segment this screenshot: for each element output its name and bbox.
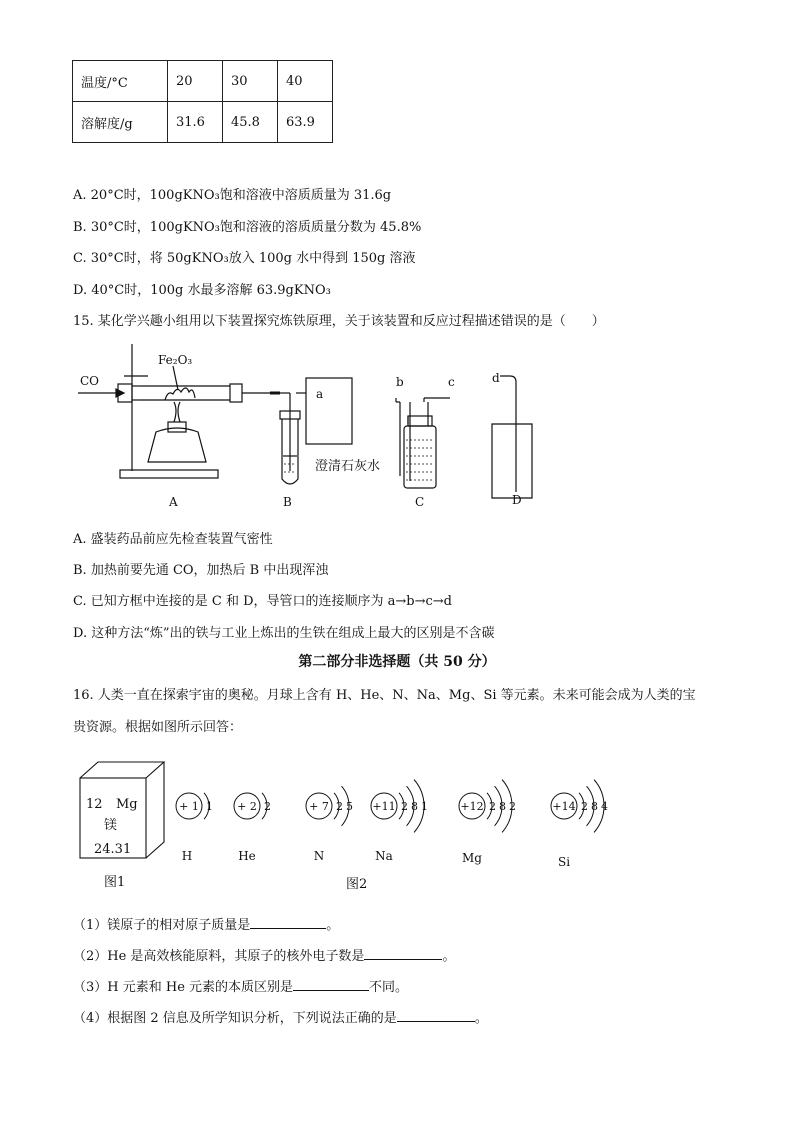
table-cell: 63.9	[278, 102, 333, 143]
atom-name: N	[313, 849, 325, 863]
q15-option-d: D. 这种方法“炼”出的铁与工业上炼出的生铁在组成上最大的区别是不含碳	[73, 626, 495, 641]
q14-option-c: C. 30°C时，将 50gKNO₃放入 100g 水中得到 150g 溶液	[73, 251, 416, 266]
answer-blank[interactable]	[293, 978, 369, 991]
port-d-label: d	[492, 371, 500, 385]
shell-electron-count: 2	[264, 800, 271, 813]
table-row	[73, 102, 333, 143]
q15-option-c: C. 已知方框中连接的是 C 和 D，导管口的连接顺序为 a→b→c→d	[73, 594, 452, 609]
nucleus-charge: + 7	[309, 800, 329, 813]
element-number: 12	[86, 797, 103, 812]
shell-electron-count: 2	[336, 800, 343, 813]
q16-sub1	[73, 914, 339, 933]
ironmaking-apparatus-figure	[70, 336, 570, 516]
nucleus-charge: +11	[372, 800, 396, 813]
q14-option-a: A. 20°C时，100gKNO₃饱和溶液中溶质质量为 31.6g	[73, 188, 392, 203]
q16-sub4-end: 。	[474, 1011, 488, 1026]
q14-option-b: B. 30°C时，100gKNO₃饱和溶液的溶质质量分数为 45.8%	[73, 220, 422, 235]
shell-electron-count: 2	[581, 800, 588, 813]
q16-stem-line-2: 贵资源。根据如图所示回答：	[73, 720, 243, 735]
table-cell: 20	[168, 61, 223, 102]
fe2o3-label: Fe₂O₃	[158, 353, 193, 367]
atom-diagram	[459, 780, 516, 865]
figure-2-label: 图2	[346, 877, 368, 892]
apparatus-a-label: A	[169, 495, 178, 509]
nucleus-charge: +12	[460, 800, 484, 813]
atom-diagram	[234, 793, 271, 863]
table-cell: 40	[278, 61, 333, 102]
table-row	[73, 61, 333, 102]
atom-diagrams	[176, 780, 608, 869]
figure-1-label: 图1	[104, 875, 126, 890]
table-cell: 30	[223, 61, 278, 102]
shell-electron-count: 2	[401, 800, 408, 813]
shell-electron-count: 2	[489, 800, 496, 813]
q16-sub2-end: 。	[442, 949, 456, 964]
atom-name: Na	[375, 849, 393, 863]
atom-name: Si	[557, 855, 571, 869]
atom-name: Mg	[462, 851, 482, 865]
q16-sub1-end: 。	[326, 918, 340, 933]
q16-sub2-text: （2）He 是高效核能原料，其原子的核外电子数是	[73, 949, 365, 964]
atom-name: H	[181, 849, 193, 863]
port-a-label: a	[316, 387, 324, 401]
shell-electron-count: 8	[411, 800, 418, 813]
q16-stem-line-1: 16. 人类一直在探索宇宙的奥秘。月球上含有 H、He、N、Na、Mg、Si 等元素。未来可能会成为人类的宝	[73, 688, 696, 703]
q16-sub3	[73, 976, 408, 995]
atom-diagram	[551, 780, 608, 869]
table-cell: 温度/°C	[73, 61, 168, 102]
q16-sub3-text: （3）H 元素和 He 元素的本质区别是	[73, 980, 294, 995]
table-cell: 45.8	[223, 102, 278, 143]
port-b-label: b	[396, 375, 404, 389]
table-cell: 31.6	[168, 102, 223, 143]
nucleus-charge: + 2	[237, 800, 257, 813]
nucleus-charge: +14	[552, 800, 576, 813]
nucleus-charge: + 1	[179, 800, 199, 813]
port-c-label: c	[448, 375, 455, 389]
co-label: CO	[80, 374, 100, 388]
solubility-table	[72, 60, 333, 143]
shell-electron-count: 8	[591, 800, 598, 813]
answer-blank[interactable]	[397, 1009, 475, 1022]
q16-sub1-text: （1）镁原子的相对原子质量是	[73, 918, 251, 933]
shell-electron-count: 1	[206, 800, 213, 813]
q14-option-d: D. 40°C时，100g 水最多溶解 63.9gKNO₃	[73, 283, 331, 298]
shell-electron-count: 1	[421, 800, 428, 813]
q16-sub4	[73, 1007, 488, 1026]
apparatus-d-label: D	[512, 493, 522, 507]
shell-electron-count: 5	[346, 800, 353, 813]
atom-name: He	[238, 849, 256, 863]
shell-electron-count: 2	[509, 800, 516, 813]
answer-blank[interactable]	[250, 916, 326, 929]
answer-blank[interactable]	[364, 947, 442, 960]
q16-sub3-end: 不同。	[369, 980, 409, 995]
apparatus-c-label: C	[415, 495, 425, 509]
q15-stem: 15. 某化学兴趣小组用以下装置探究炼铁原理，关于该装置和反应过程描述错误的是（ ）	[73, 314, 605, 329]
atom-structure-figure	[76, 754, 636, 898]
atom-diagram	[371, 780, 428, 863]
element-symbol: Mg	[116, 797, 138, 812]
limewater-label: 澄清石灰水	[315, 459, 381, 474]
shell-electron-count: 4	[601, 800, 608, 813]
shell-electron-count: 8	[499, 800, 506, 813]
section-title: 第二部分非选择题（共 50 分）	[298, 654, 496, 670]
q15-option-b: B. 加热前要先通 CO，加热后 B 中出现浑浊	[73, 563, 329, 578]
apparatus-b-label: B	[283, 495, 292, 509]
q16-sub4-text: （4）根据图 2 信息及所学知识分析，下列说法正确的是	[73, 1011, 397, 1026]
q15-option-a: A. 盛装药品前应先检查装置气密性	[73, 532, 273, 547]
element-mass: 24.31	[94, 842, 132, 857]
atom-diagram	[306, 786, 353, 863]
q16-sub2	[73, 945, 455, 964]
table-cell: 溶解度/g	[73, 102, 168, 143]
element-name: 镁	[104, 818, 118, 833]
atom-diagram	[176, 793, 213, 863]
